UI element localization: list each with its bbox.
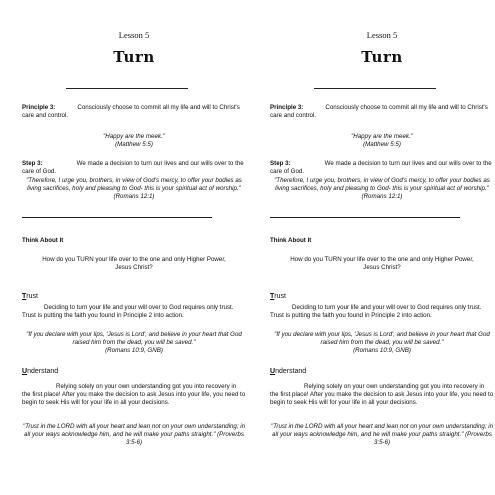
- step-paragraph: [22, 160, 246, 176]
- trust-heading: [270, 293, 494, 301]
- understand-rest: nderstand: [27, 368, 59, 375]
- principle-paragraph: [270, 104, 494, 120]
- principle-label: Principle 3:: [270, 104, 304, 111]
- principle-reference: (Matthew 5:5): [115, 141, 153, 148]
- trust-rest: rust: [26, 293, 38, 300]
- understand-paragraph: [22, 383, 246, 407]
- principle-quote: "Happy are the meek.": [351, 133, 413, 140]
- principle-reference: (Matthew 5:5): [363, 141, 401, 148]
- step-quote: "Therefore, I urge you, brothers, in view of God's mercy, to offer your bodies as living sacrifices, holy and pleasing to God- this is your spiritual act of worship." (Romans 12:1): [26, 177, 242, 200]
- trust-reference: (Romans 10:9, GNB): [105, 347, 163, 354]
- trust-heading: [22, 293, 246, 301]
- title-divider: [314, 88, 436, 89]
- step-text: We made a decision to turn our lives and our wills over to the care of God.: [270, 160, 492, 175]
- trust-paragraph: [22, 304, 246, 320]
- step-text: We made a decision to turn our lives and our wills over to the care of God.: [22, 160, 244, 175]
- understand-text: Relying solely on your own understanding got you into recovery in the first place! After you make the decision to ask Jesus into your life, you need to begin to seek His will for your life in all your decisions.: [22, 383, 246, 406]
- step-quote: "Therefore, I urge you, brothers, in view of God's mercy, to offer your bodies as living sacrifices, holy and pleasing to God- this is your spiritual act of worship." (Romans 12:1): [274, 177, 490, 200]
- step-label: Step 3:: [22, 160, 43, 167]
- understand-quote: "Trust in the LORD with all your heart and lean not on your own understanding; in all your ways acknowledge him, and he will make your paths straight." (Proverbs 3:5-6): [270, 423, 494, 446]
- understand-initial: U: [22, 368, 28, 375]
- understand-text: Relying solely on your own understanding got you into recovery in the first place! After you make the decision to ask Jesus into your life, you need to begin to seek His will for your life in all your decisions.: [270, 383, 494, 406]
- step-paragraph: [270, 160, 494, 176]
- principle-text: Consciously choose to commit all my life and will to Christ's care and control.: [22, 104, 240, 119]
- trust-quote: "If you declare with your lips, 'Jesus is Lord', and believe in your heart that God raised him from the dead, you will be saved.": [26, 331, 242, 346]
- title-divider: [66, 88, 188, 89]
- understand-paragraph: [270, 383, 494, 407]
- lesson-number: Lesson 5: [118, 30, 150, 40]
- lesson-title: Turn: [361, 48, 403, 66]
- trust-initial: T: [270, 293, 275, 300]
- understand-quote: "Trust in the LORD with all your heart and lean not on your own understanding; in all your ways acknowledge him, and he will make your paths straight." (Proverbs 3:5-6): [22, 423, 246, 446]
- lesson-number: Lesson 5: [366, 30, 398, 40]
- think-question: How do you TURN your life over to the one and only Higher Power, Jesus Christ?: [42, 256, 226, 271]
- understand-heading: [22, 368, 246, 376]
- trust-text: Deciding to turn your life and your will over to God requires only trust. Trust is putting the faith you found in Principle 2 into action.: [22, 304, 234, 319]
- trust-paragraph: [270, 304, 494, 320]
- trust-rest: rust: [274, 293, 286, 300]
- understand-rest: nderstand: [275, 368, 307, 375]
- think-heading: Think About It: [270, 237, 312, 244]
- lesson-title: Turn: [113, 48, 155, 66]
- trust-quote: "If you declare with your lips, 'Jesus is Lord', and believe in your heart that God raised him from the dead, you will be saved.": [274, 331, 490, 346]
- step-label: Step 3:: [270, 160, 291, 167]
- understand-heading: [270, 368, 494, 376]
- principle-label: Principle 3:: [22, 104, 56, 111]
- principle-quote: "Happy are the meek.": [103, 133, 165, 140]
- think-heading: Think About It: [22, 237, 64, 244]
- understand-initial: U: [270, 368, 276, 375]
- principle-text: Consciously choose to commit all my life and will to Christ's care and control.: [270, 104, 488, 119]
- think-question: How do you TURN your life over to the one and only Higher Power, Jesus Christ?: [290, 256, 474, 271]
- section-divider: [22, 217, 212, 218]
- trust-initial: T: [22, 293, 27, 300]
- principle-paragraph: [22, 104, 246, 120]
- trust-reference: (Romans 10:9, GNB): [353, 347, 411, 354]
- section-divider: [270, 217, 460, 218]
- trust-text: Deciding to turn your life and your will over to God requires only trust. Trust is putting the faith you found in Principle 2 into action.: [270, 304, 482, 319]
